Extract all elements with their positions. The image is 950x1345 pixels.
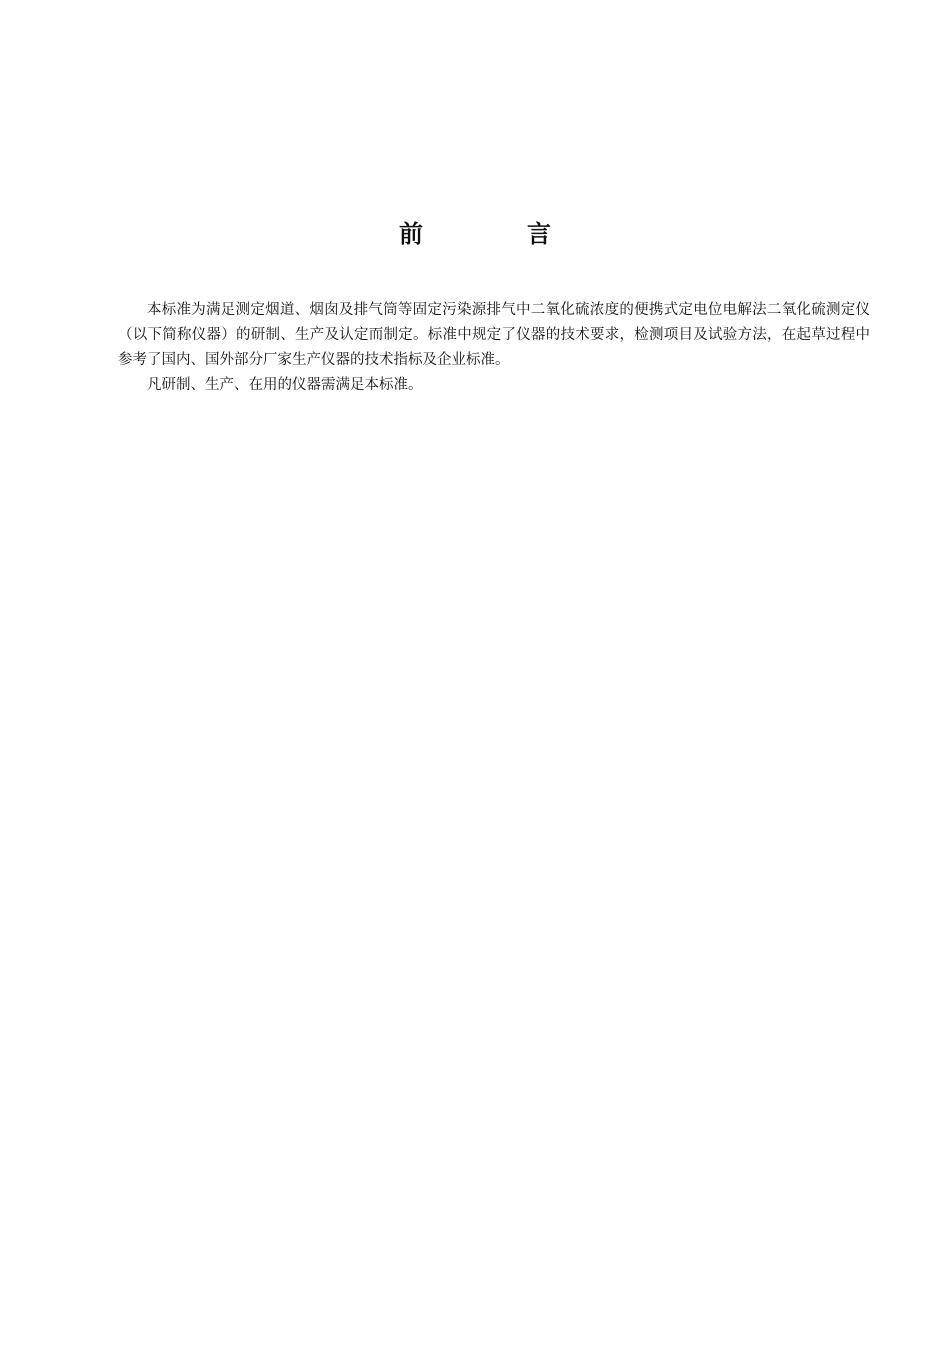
preface-title: 前 言	[399, 220, 591, 248]
preface-paragraph-2: 凡研制、生产、在用的仪器需满足本标准。	[147, 377, 423, 393]
preface-paragraph-1: 本标准为满足测定烟道、烟囱及排气筒等固定污染源排气中二氧化硫浓度的便携式定电位电解法二氧化硫测定仪（以下简称仪器）的研制、生产及认定而制定。标准中规定了仪器的技术要求，检测项目及试验方法，在起草过程中参考了国内、国外部分厂家生产仪器的技术指标及企业标准。	[118, 302, 870, 368]
preface-body	[118, 298, 870, 398]
